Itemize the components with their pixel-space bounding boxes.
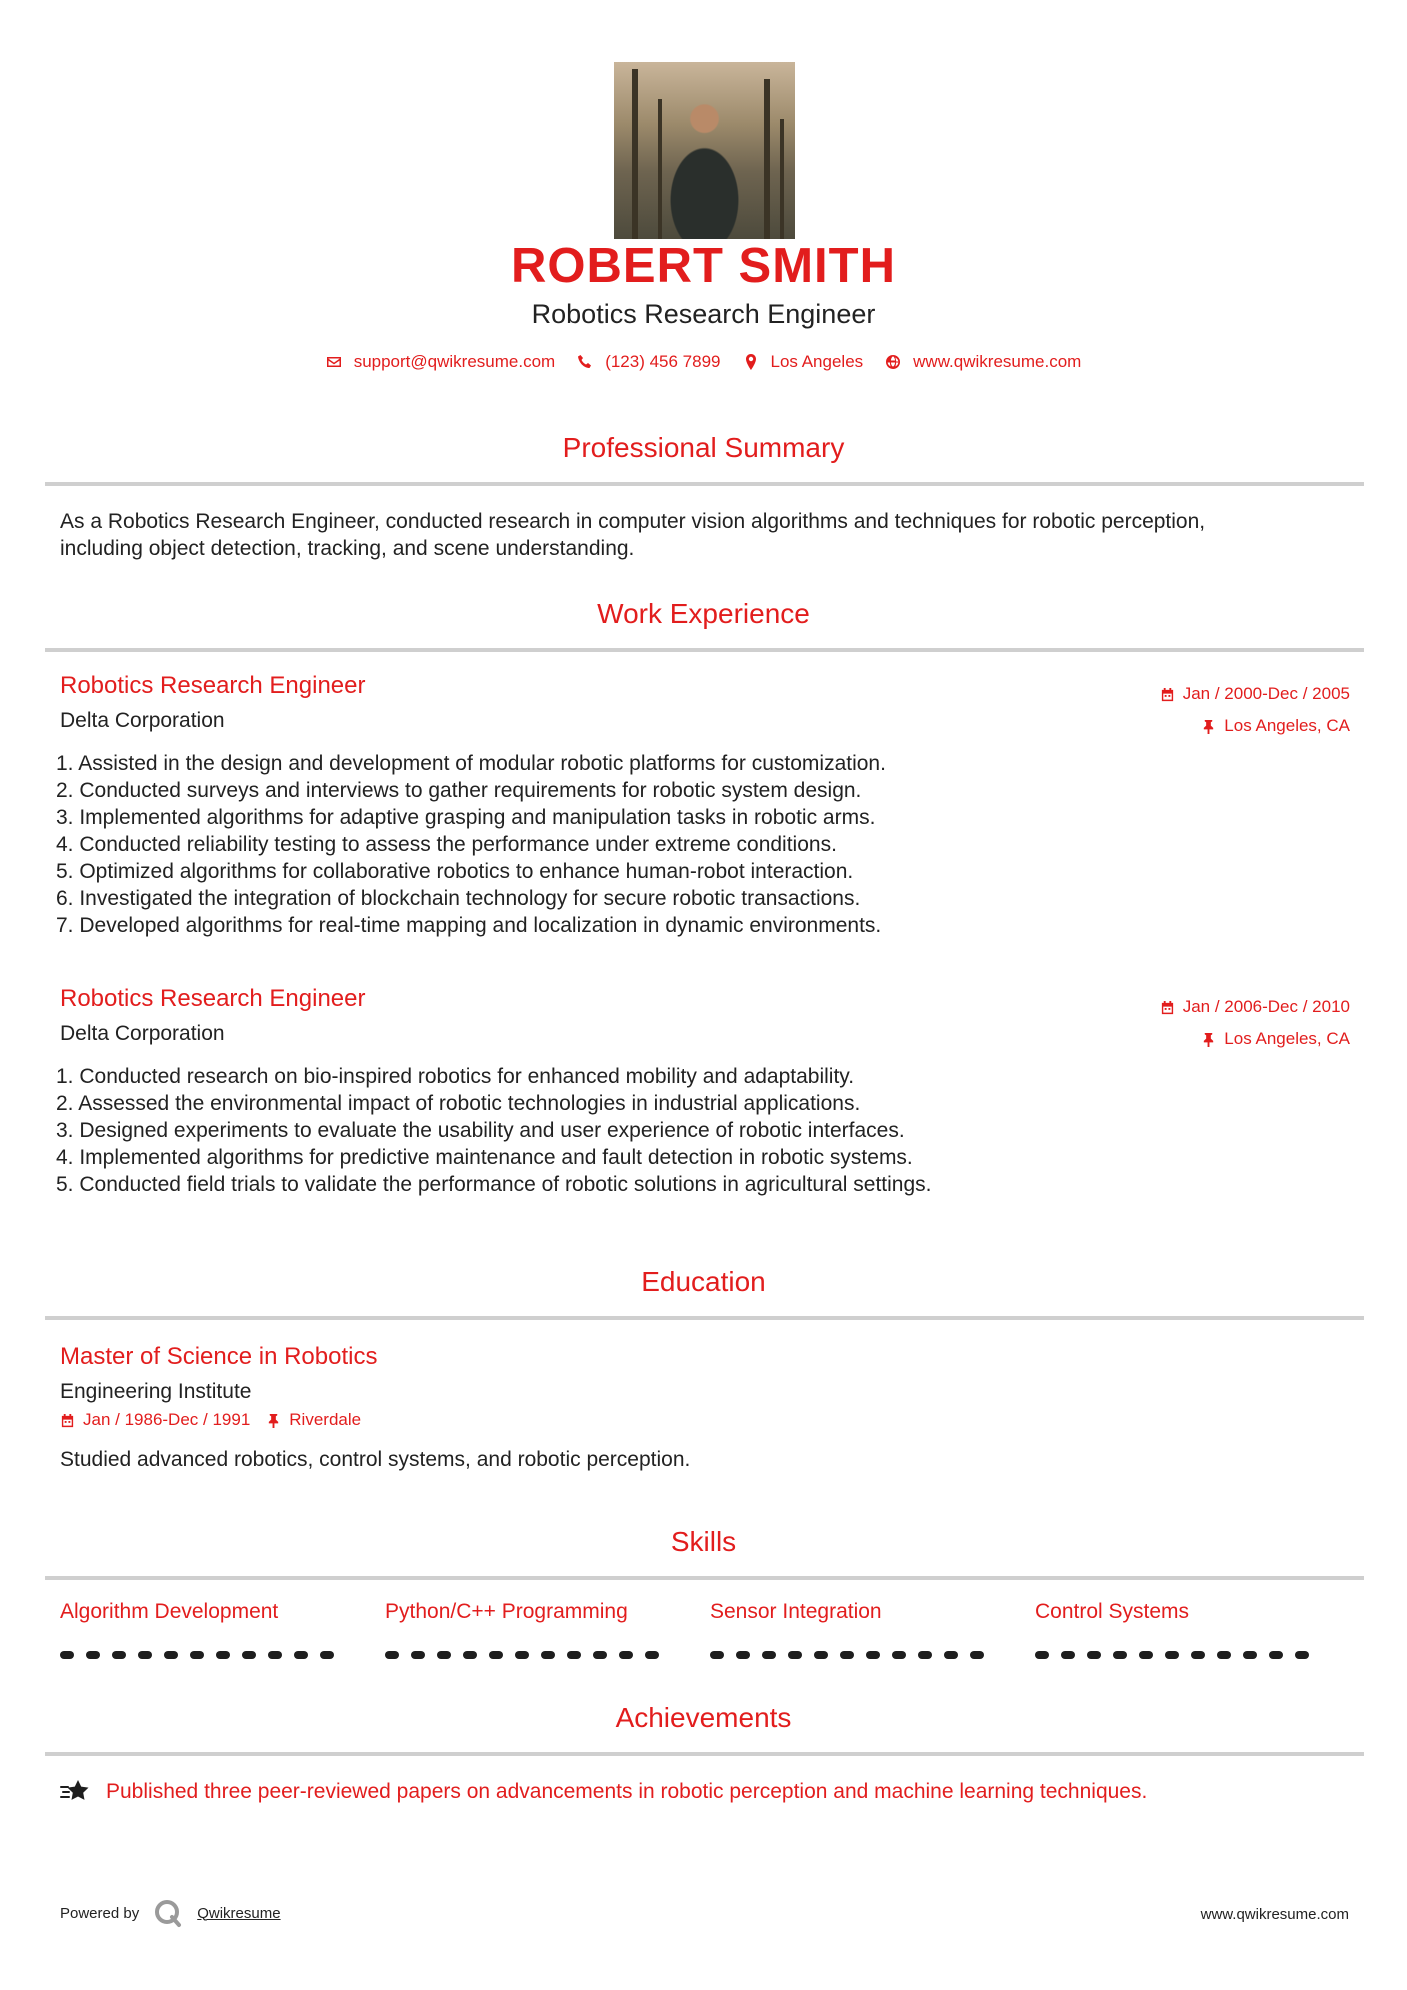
section-divider xyxy=(45,648,1364,652)
globe-icon xyxy=(885,354,901,370)
skill-level-dash xyxy=(138,1651,152,1659)
calendar-icon xyxy=(60,1413,75,1428)
skill-item xyxy=(60,1600,385,1659)
skill-level-dash xyxy=(866,1651,880,1659)
list-item: 1. Assisted in the design and development of modular robotic platforms for customization. xyxy=(56,752,886,775)
skill-level-dash xyxy=(814,1651,828,1659)
footer-branding xyxy=(60,1898,281,1928)
education-degree: Master of Science in Robotics xyxy=(60,1343,378,1370)
job-company: Delta Corporation xyxy=(60,709,225,732)
contact-bar xyxy=(0,352,1407,372)
list-item: 3. Implemented algorithms for adaptive grasping and manipulation tasks in robotic arms. xyxy=(56,806,876,829)
skill-level-bar xyxy=(1035,1651,1360,1659)
section-divider xyxy=(45,1316,1364,1320)
skill-level-dash xyxy=(970,1651,984,1659)
skill-name: Python/C++ Programming xyxy=(385,1600,628,1623)
skill-level-dash xyxy=(463,1651,477,1659)
skill-level-dash xyxy=(164,1651,178,1659)
skill-level-dash xyxy=(1217,1651,1231,1659)
skill-level-dash xyxy=(1191,1651,1205,1659)
skill-level-bar xyxy=(60,1651,385,1659)
skill-item xyxy=(710,1600,1035,1659)
skill-level-dash xyxy=(489,1651,503,1659)
education-location: Riverdale xyxy=(289,1410,362,1429)
job-meta xyxy=(1160,678,1350,742)
skill-level-dash xyxy=(1139,1651,1153,1659)
skill-level-dash xyxy=(1165,1651,1179,1659)
section-title-summary: Professional Summary xyxy=(562,432,845,463)
job-location: Los Angeles, CA xyxy=(1224,716,1350,735)
skill-level-dash xyxy=(1295,1651,1309,1659)
skill-level-dash xyxy=(1113,1651,1127,1659)
skill-level-bar xyxy=(385,1651,710,1659)
list-item: 3. Designed experiments to evaluate the usability and user experience of robotic interfaces. xyxy=(56,1119,905,1142)
skill-level-dash xyxy=(242,1651,256,1659)
list-item: 5. Optimized algorithms for collaborative robotics to enhance human-robot interaction. xyxy=(56,860,854,883)
skill-level-dash xyxy=(1087,1651,1101,1659)
calendar-icon xyxy=(1160,1000,1175,1015)
pushpin-icon xyxy=(266,1413,281,1428)
pushpin-icon xyxy=(1201,1032,1216,1047)
skill-level-dash xyxy=(736,1651,750,1659)
list-item: 2. Conducted surveys and interviews to gather requirements for robotic system design. xyxy=(56,779,862,802)
education-school: Engineering Institute xyxy=(60,1380,252,1403)
skill-level-dash xyxy=(788,1651,802,1659)
job-role: Robotics Research Engineer xyxy=(60,672,366,699)
achievement-text: Published three peer-reviewed papers on advancements in robotic perception and machine learning techniques. xyxy=(106,1780,1148,1803)
skill-level-dash xyxy=(437,1651,451,1659)
skill-level-dash xyxy=(762,1651,776,1659)
job-bullets xyxy=(56,750,1350,939)
list-item: 4. Implemented algorithms for predictive maintenance and fault detection in robotic systems. xyxy=(56,1146,913,1169)
skill-level-dash xyxy=(944,1651,958,1659)
skill-name: Control Systems xyxy=(1035,1600,1190,1623)
map-pin-icon xyxy=(743,354,759,370)
education-meta xyxy=(60,1410,1260,1430)
skill-level-dash xyxy=(619,1651,633,1659)
job-entry xyxy=(56,672,1350,939)
contact-phone[interactable] xyxy=(577,352,720,372)
contact-email[interactable] xyxy=(326,352,556,372)
footer-website[interactable]: www.qwikresume.com xyxy=(1200,1906,1349,1923)
calendar-icon xyxy=(1160,687,1175,702)
skill-level-dash xyxy=(385,1651,399,1659)
skill-level-dash xyxy=(411,1651,425,1659)
job-dates: Jan / 2006-Dec / 2010 xyxy=(1182,997,1350,1016)
job-dates: Jan / 2000-Dec / 2005 xyxy=(1182,684,1350,703)
education-dates: Jan / 1986-Dec / 1991 xyxy=(83,1410,251,1429)
candidate-name: ROBERT SMITH xyxy=(511,239,896,293)
skill-level-dash xyxy=(593,1651,607,1659)
job-company: Delta Corporation xyxy=(60,1022,225,1045)
education-description: Studied advanced robotics, control systems, and robotic perception. xyxy=(60,1448,691,1471)
section-divider xyxy=(45,1576,1364,1580)
skill-name: Sensor Integration xyxy=(710,1600,882,1623)
section-divider xyxy=(45,482,1364,486)
skill-level-dash xyxy=(1035,1651,1049,1659)
skill-level-dash xyxy=(918,1651,932,1659)
skill-level-dash xyxy=(710,1651,724,1659)
skill-level-dash xyxy=(645,1651,659,1659)
skill-name: Algorithm Development xyxy=(60,1600,279,1623)
star-icon xyxy=(60,1778,92,1806)
phone-icon xyxy=(577,354,593,370)
education-entry xyxy=(60,1343,1260,1472)
job-entry xyxy=(56,985,1350,1198)
skill-level-dash xyxy=(541,1651,555,1659)
skill-level-dash xyxy=(567,1651,581,1659)
list-item: 5. Conducted field trials to validate the performance of robotic solutions in agricultural settings. xyxy=(56,1173,932,1196)
list-item: 7. Developed algorithms for real-time mapping and localization in dynamic environments. xyxy=(56,914,882,937)
profile-photo xyxy=(614,62,795,239)
skill-item xyxy=(385,1600,710,1659)
job-role: Robotics Research Engineer xyxy=(60,985,366,1012)
skill-level-dash xyxy=(112,1651,126,1659)
list-item: 1. Conducted research on bio-inspired robotics for enhanced mobility and adaptability. xyxy=(56,1065,855,1088)
skills-list xyxy=(60,1600,1360,1659)
skill-level-dash xyxy=(515,1651,529,1659)
skill-level-dash xyxy=(60,1651,74,1659)
skill-level-dash xyxy=(320,1651,334,1659)
skill-level-dash xyxy=(216,1651,230,1659)
pushpin-icon xyxy=(1201,719,1216,734)
section-title-education: Education xyxy=(641,1266,766,1297)
job-location: Los Angeles, CA xyxy=(1224,1029,1350,1048)
location-text: Los Angeles xyxy=(770,352,864,371)
section-title-work: Work Experience xyxy=(597,598,810,629)
contact-location xyxy=(743,352,864,372)
brand-link[interactable]: Qwikresume xyxy=(197,1904,281,1922)
achievement-item xyxy=(60,1778,1147,1806)
job-meta xyxy=(1160,991,1350,1055)
skill-level-dash xyxy=(86,1651,100,1659)
qwikresume-logo-icon xyxy=(153,1898,183,1928)
skill-item xyxy=(1035,1600,1360,1659)
skill-level-dash xyxy=(1243,1651,1257,1659)
skill-level-bar xyxy=(710,1651,1035,1659)
summary-text: As a Robotics Research Engineer, conducted research in computer vision algorithms and techniques for robotic perception, including object detection, tracking, and scene understanding. xyxy=(60,510,1206,560)
section-title-achievements: Achievements xyxy=(615,1702,792,1733)
candidate-title: Robotics Research Engineer xyxy=(531,299,876,329)
skill-level-dash xyxy=(1269,1651,1283,1659)
list-item: 6. Investigated the integration of blockchain technology for secure robotic transactions. xyxy=(56,887,861,910)
email-text: support@qwikresume.com xyxy=(353,352,556,371)
skill-level-dash xyxy=(892,1651,906,1659)
skill-level-dash xyxy=(294,1651,308,1659)
section-title-skills: Skills xyxy=(670,1526,737,1557)
section-divider xyxy=(45,1752,1364,1756)
envelope-icon xyxy=(326,354,342,370)
powered-by-label: Powered by xyxy=(60,1904,140,1922)
website-text: www.qwikresume.com xyxy=(913,352,1082,371)
phone-text: (123) 456 7899 xyxy=(605,352,721,371)
list-item: 4. Conducted reliability testing to assess the performance under extreme conditions. xyxy=(56,833,837,856)
list-item: 2. Assessed the environmental impact of robotic technologies in industrial applications. xyxy=(56,1092,861,1115)
skill-level-dash xyxy=(190,1651,204,1659)
skill-level-dash xyxy=(1061,1651,1075,1659)
job-bullets xyxy=(56,1063,1350,1198)
skill-level-dash xyxy=(840,1651,854,1659)
contact-website[interactable] xyxy=(885,352,1081,372)
skill-level-dash xyxy=(268,1651,282,1659)
